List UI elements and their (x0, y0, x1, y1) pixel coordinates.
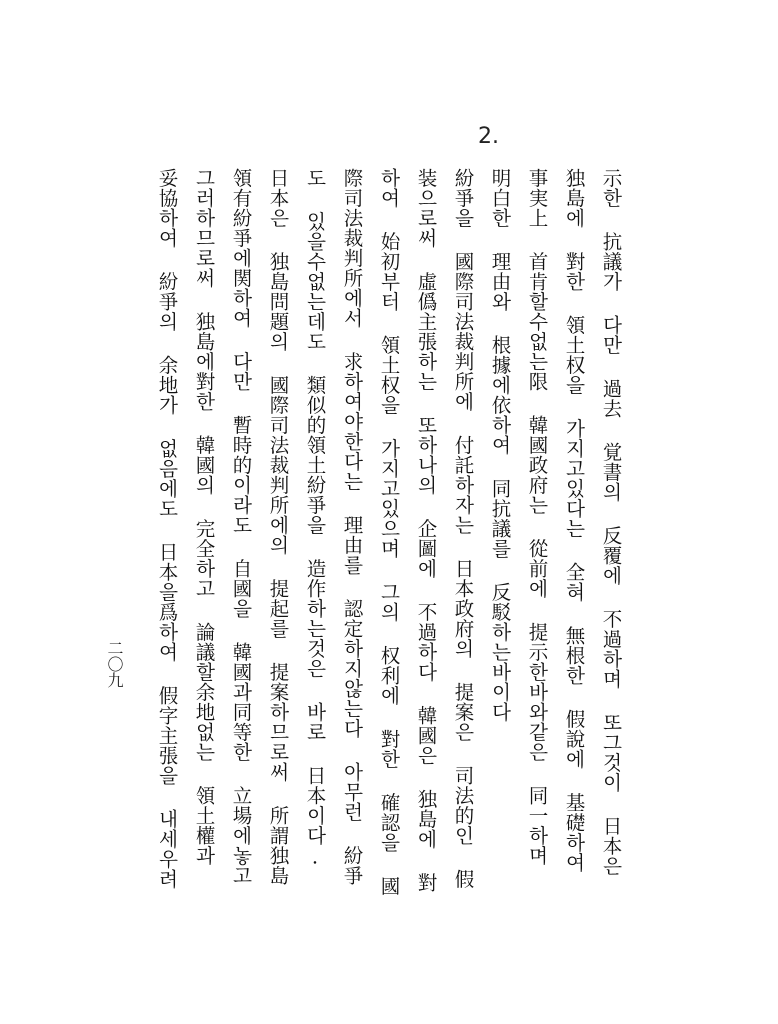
text-column-13: 妥協하여 紛爭의 余地가 없음에도 日本을爲하여 假字主張을 내세우려 (155, 168, 179, 889)
text-column-12: 그러하므로써 独島에對한 韓國의 完全하고 論議할余地없는 領土權과 (192, 168, 216, 866)
text-column-10: 日本은 独島問題의 國際司法裁判所에의 提起를 提案하므로써 所謂独島 (266, 168, 290, 886)
text-column-1: 示한 抗議가 다만 過去 覚書의 反覆에 不過하며 또그것이 日本은 (599, 168, 623, 876)
text-column-8: 際司法裁判所에서 求하여야한다는 理由를 認定하지않는다 아무런 紛爭 (340, 168, 364, 886)
text-column-7: 하여 始初부터 領土权을 가지고있으며 그의 权利에 對한 確認을 國 (377, 168, 401, 896)
text-column-2: 独島에 對한 領土权을 가지고있다는 全혀 無根한 假說에 基礎하여 (562, 168, 586, 873)
text-column-6: 装으로써 虛僞主張하는 또하나의 企圖에 不過하다 韓國은 独島에 對 (414, 168, 438, 893)
text-column-11: 領有紛爭에関하여 다만 暫時的이라도 自國을 韓國과同等한 立場에놓고 (229, 168, 253, 886)
page-number: 2. (478, 124, 499, 149)
text-column-3: 事実上 首肯할수없는限 韓國政府는 從前에 提示한바와같은 同一하며 (525, 168, 549, 866)
folio-number: 二〇九 (105, 640, 124, 688)
text-column-9: 도 있을수없는데도 類似的領土紛爭을 造作하는것은 바로 日本이다. (303, 168, 327, 869)
text-column-4: 明白한 理由와 根據에依하여 同抗議를 反駁하는바이다 (488, 168, 512, 722)
text-column-5: 紛爭을 國際司法裁判所에 付託하자는 日本政府의 提案은 司法的인 假 (451, 168, 475, 889)
